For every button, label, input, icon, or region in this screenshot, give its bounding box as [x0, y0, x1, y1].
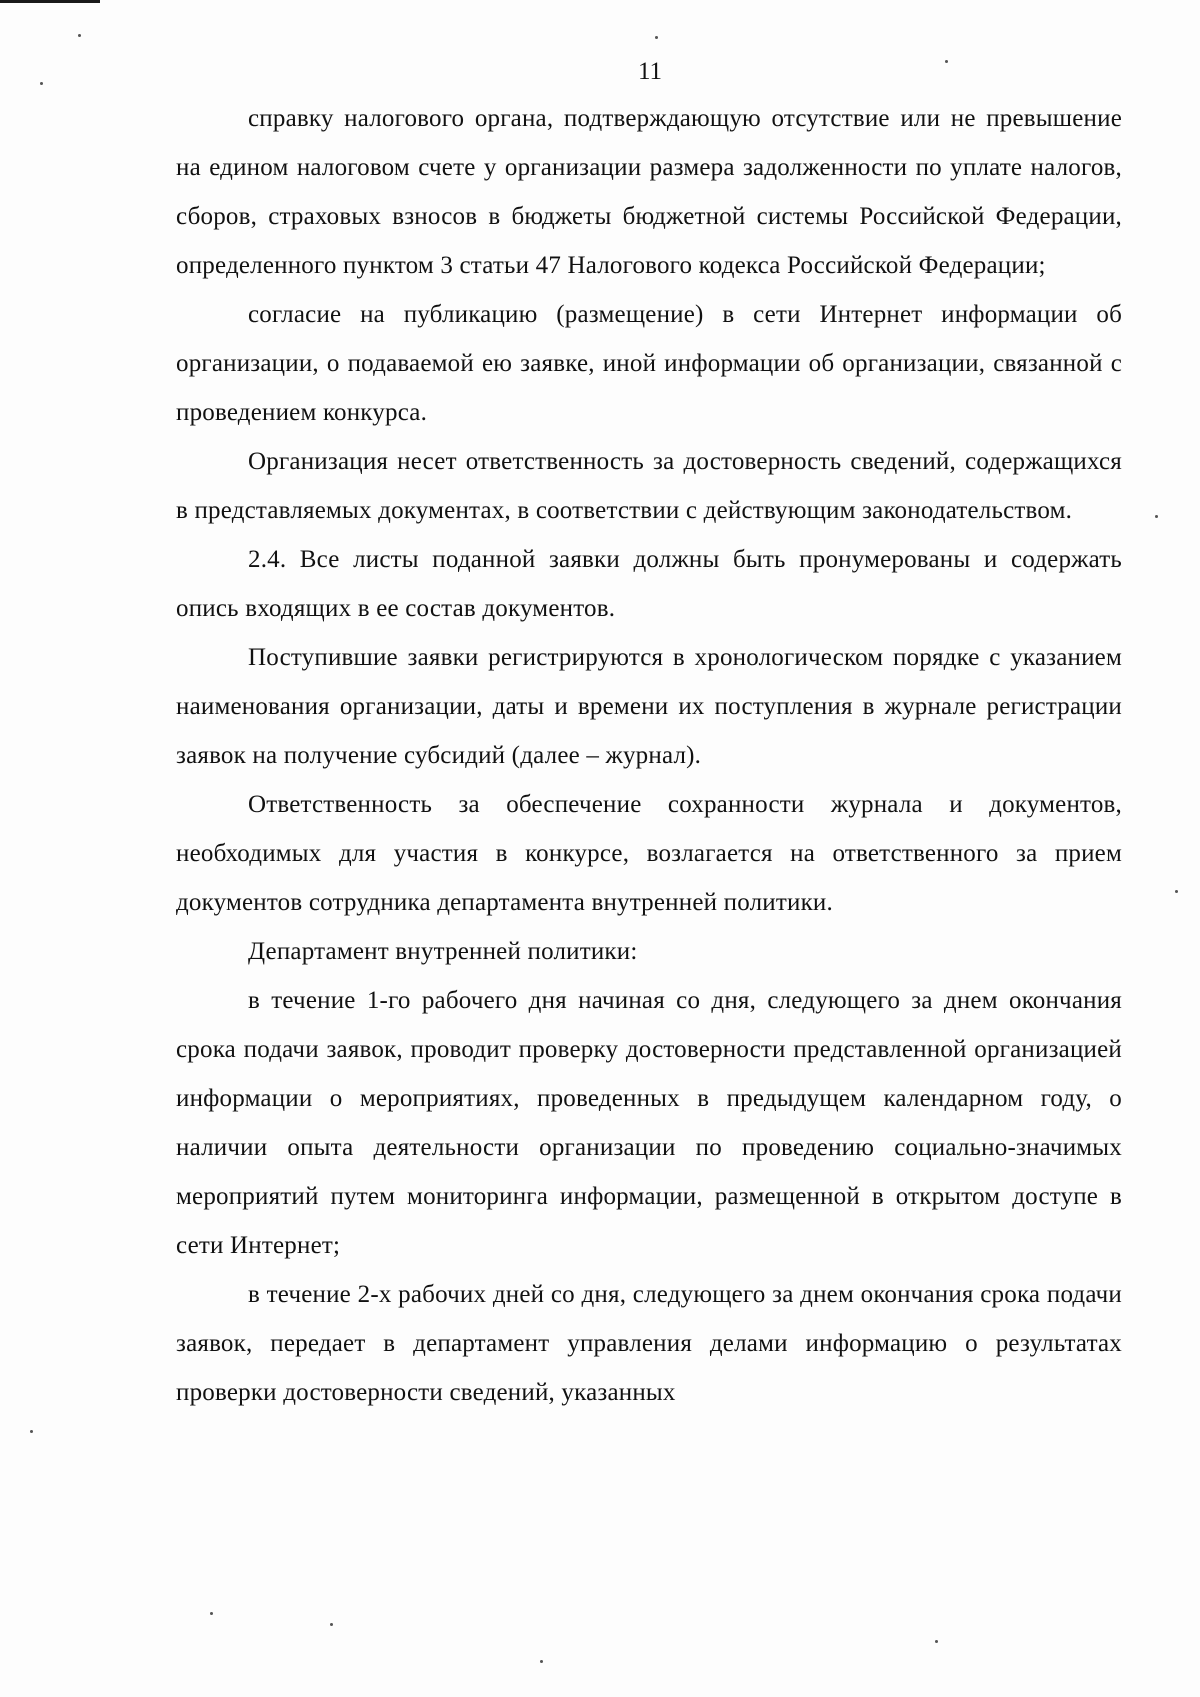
paragraph-section-2-4: 2.4. Все листы поданной заявки должны быть пронумерованы и содержать опись входящих в ее состав документов. [176, 546, 1122, 622]
paragraph-responsibility: Организация несет ответственность за достоверность сведений, содержащихся в представляемых документах, в соответствии с действующим законодательством. [176, 448, 1122, 524]
scan-edge-mark [0, 0, 100, 3]
page-number: 11 [637, 58, 663, 85]
document-body [176, 94, 1122, 1417]
paragraph-two-days-transfer: в течение 2-х рабочих дней со дня, следующего за днем окончания срока подачи заявок, передает в департамент управления делами информацию о результатах проверки достоверности сведений, указанных [176, 1281, 1122, 1406]
paragraph-journal-safety: Ответственность за обеспечение сохранности журнала и документов, необходимых для участия в конкурсе, возлагается на ответственного за прием документов сотрудника департамента внутренней политики. [176, 791, 1122, 916]
scan-speck [40, 82, 43, 85]
scan-speck [935, 1640, 938, 1643]
scan-speck [330, 1623, 333, 1626]
scan-speck [30, 1430, 33, 1433]
scan-speck [655, 36, 658, 39]
paragraph-tax-certificate: справку налогового органа, подтверждающую отсутствие или не превышение на едином налоговом счете у организации размера задолженности по уплате налогов, сборов, страховых взносов в бюджеты бюджетной системы Российской Федерации, определенного пунктом 3 статьи 47 Налогового кодекса Российской Федерации; [176, 105, 1122, 279]
paragraph-publication-consent: согласие на публикацию (размещение) в сети Интернет информации об организации, о подаваемой ею заявке, иной информации об организации, связанной с проведением конкурса. [176, 301, 1122, 426]
paragraph-registration: Поступившие заявки регистрируются в хронологическом порядке с указанием наименования организации, даты и времени их поступления в журнале регистрации заявок на получение субсидий (далее – журнал). [176, 644, 1122, 769]
paragraph-first-day-check: в течение 1-го рабочего дня начиная со дня, следующего за днем окончания срока подачи заявок, проводит проверку достоверности представленной организацией информации о мероприятиях, проведенных в предыдущем календарном году, о наличии опыта деятельности организации по проведению социально-значимых мероприятий путем мониторинга информации, размещенной в открытом доступе в сети Интернет; [176, 987, 1122, 1259]
scan-speck [210, 1612, 213, 1615]
scan-speck [945, 60, 948, 63]
paragraph-department-heading: Департамент внутренней политики: [248, 938, 638, 965]
scan-speck [1175, 890, 1178, 893]
scan-speck [540, 1660, 543, 1663]
scan-speck [78, 34, 81, 37]
scan-speck [1155, 515, 1158, 518]
